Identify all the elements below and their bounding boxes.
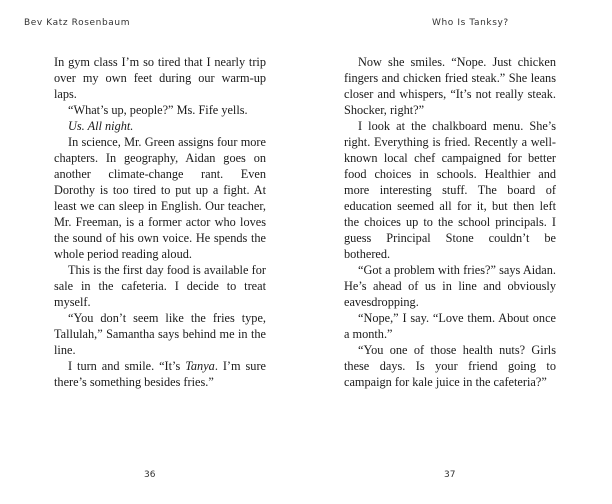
paragraph: “You one of those health nuts? Girls these days. Is your friend going to campaign for kale juice in the cafeteria?” [344, 343, 556, 389]
paragraph-segment: . I’m sure there’s something besides fries.” [54, 359, 267, 389]
paragraph: “You don’t seem like the fries type, Tallulah,” Samantha says behind me in the line. [54, 311, 266, 357]
paragraph: “What’s up, people?” Ms. Fife yells. [68, 103, 248, 117]
running-head-author: Bev Katz Rosenbaum [24, 18, 131, 28]
paragraph: “Nope,” I say. “Love them. About once a month.” [344, 311, 556, 341]
paragraph: In science, Mr. Green assigns four more chapters. In geography, Aidan goes on another climate-change rant. Even Dorothy is too tired to put up a fight. At least we can sleep in English. Our teacher, Mr. Freeman, is a former actor who loves the sound of his own voice. He spends the whole period reading aloud. [54, 135, 266, 261]
page-number: 37 [444, 470, 456, 480]
italic-text: Us. All night. [68, 119, 134, 133]
left-page-text [54, 54, 266, 390]
paragraph [54, 358, 266, 390]
page-number: 36 [144, 470, 156, 480]
paragraph [54, 118, 266, 134]
right-page-text [344, 54, 556, 390]
paragraph-segment: I turn and smile. “It’s [68, 359, 186, 373]
italic-text: Tanya [185, 359, 215, 373]
paragraph: This is the first day food is available for sale in the cafeteria. I decide to treat myself. [54, 263, 266, 309]
paragraph: Now she smiles. “Nope. Just chicken fingers and chicken fried steak.” She leans closer and whispers, “It’s not really steak. Shocker, right?” [344, 55, 556, 117]
paragraph: I look at the chalkboard menu. She’s right. Everything is fried. Recently a well-known local chef campaigned for better food choices in schools. Healthier and more interesting stuff. The board of education seemed all for it, but then left the choices up to the school principals. I guess Principal Stone couldn’t be bothered. [344, 119, 556, 261]
paragraph: In gym class I’m so tired that I nearly trip over my own feet during our warm-up laps. [54, 55, 266, 101]
paragraph: “Got a problem with fries?” says Aidan. He’s ahead of us in line and obviously eavesdropping. [344, 263, 556, 309]
running-head-title: Who Is Tanksy? [432, 18, 509, 28]
